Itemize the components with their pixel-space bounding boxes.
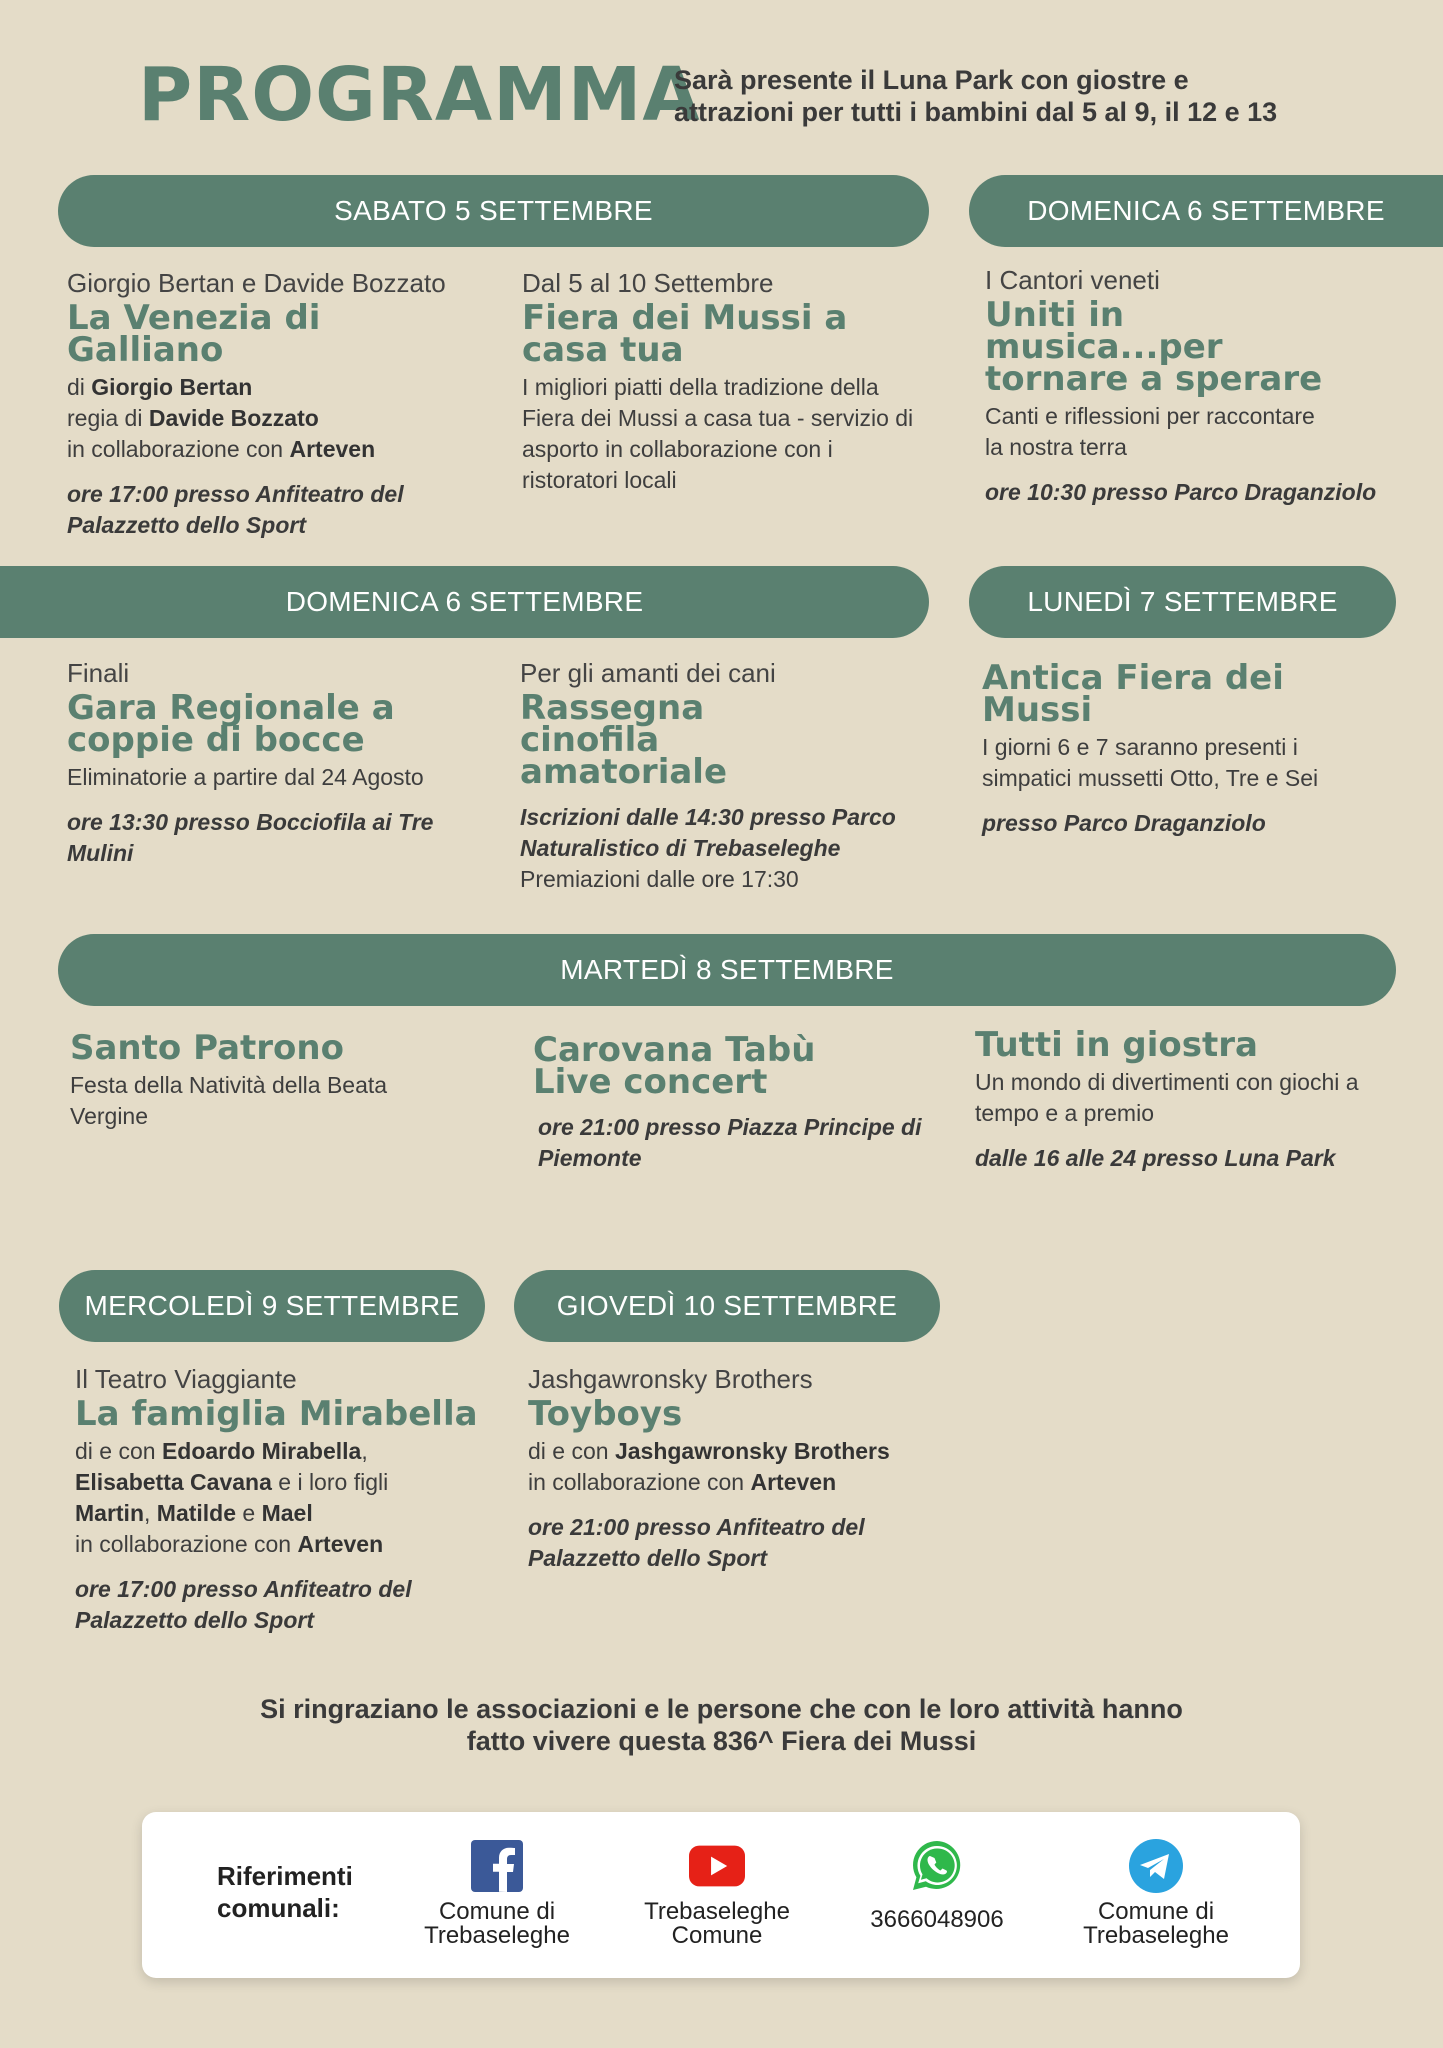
text: in collaborazione con (528, 1469, 751, 1495)
partner-name: Arteven (297, 1531, 384, 1557)
text: e i loro figli (271, 1469, 389, 1495)
event-credit-line (67, 434, 487, 465)
references-label: Riferimenti comunali: (217, 1861, 353, 1923)
youtube-icon (689, 1838, 745, 1894)
event-pre: Finali (67, 658, 130, 688)
event-pre: Per gli amanti dei cani (520, 658, 776, 688)
day-header-sabato-5: SABATO 5 SETTEMBRE (58, 175, 929, 247)
author-name: Giorgio Bertan (91, 374, 253, 400)
whatsapp-link[interactable] (837, 1838, 1037, 1932)
day-header-giovedi-10: GIOVEDÌ 10 SETTEMBRE (514, 1270, 940, 1342)
day-header-lunedi-7: LUNEDÌ 7 SETTEMBRE (969, 566, 1396, 638)
performer-name: Elisabetta Cavana (75, 1469, 272, 1495)
event-credit-line (67, 403, 487, 434)
performer-name: Martin (75, 1500, 144, 1526)
text: , (144, 1500, 157, 1526)
intro-text: Sarà presente il Luna Park con giostre e attrazioni per tutti i bambini dal 5 al 9, il 12 e 13 (674, 65, 1278, 127)
event-pre: Dal 5 al 10 Settembre (522, 268, 774, 298)
event-title: Fiera dei Mussi a casa tua (522, 298, 848, 370)
event-credit-line (528, 1436, 948, 1467)
event-when: ore 13:30 presso Bocciofila ai Tre Mulini (67, 809, 434, 866)
references-box (142, 1812, 1300, 1978)
day-header-martedi-8: MARTEDÌ 8 SETTEMBRE (58, 934, 1396, 1006)
whatsapp-icon (909, 1838, 965, 1894)
event-description: I giorni 6 e 7 saranno presenti i simpatici mussetti Otto, Tre e Sei (982, 734, 1319, 791)
facebook-link[interactable] (397, 1838, 597, 1948)
event-title: Toyboys (528, 1394, 683, 1434)
facebook-label: Comune di Trebaseleghe (424, 1898, 570, 1949)
event-when: ore 21:00 presso Piazza Principe di Piemonte (538, 1114, 922, 1171)
text: regia di (67, 405, 149, 431)
whatsapp-number: 3666048906 (870, 1906, 1004, 1933)
text: di e con (528, 1438, 615, 1464)
performer-name: Matilde (156, 1500, 237, 1526)
event-santo-patrono (70, 1030, 470, 1132)
event-when: Iscrizioni dalle 14:30 presso Parco Naturalistico di Trebaseleghe (520, 804, 896, 861)
event-pre: I Cantori veneti (985, 265, 1160, 295)
event-tutti-in-giostra (975, 1027, 1395, 1174)
partner-name: Arteven (289, 436, 376, 462)
event-when: ore 17:00 presso Anfiteatro del Palazzetto dello Sport (67, 481, 404, 538)
event-title: Rassegna cinofila amatoriale (520, 688, 728, 792)
event-credit-line (75, 1467, 495, 1498)
text: , (361, 1438, 368, 1464)
text: in collaborazione con (67, 436, 290, 462)
text: di (67, 374, 92, 400)
event-bocce (67, 656, 487, 869)
event-pre: Giorgio Bertan e Davide Bozzato (67, 268, 446, 298)
telegram-icon (1128, 1838, 1184, 1894)
event-when: ore 21:00 presso Anfiteatro del Palazzetto dello Sport (528, 1514, 865, 1571)
event-fiera-casa (522, 266, 922, 496)
day-header-mercoledi-9: MERCOLEDÌ 9 SETTEMBRE (59, 1270, 485, 1342)
event-title: Antica Fiera dei Mussi (982, 658, 1284, 730)
event-carovana (533, 1032, 933, 1174)
event-cinofila (520, 656, 920, 895)
event-venezia (67, 266, 487, 541)
event-description: Canti e riflessioni per raccontare la nostra terra (985, 403, 1315, 460)
event-when: ore 10:30 presso Parco Draganziolo (985, 479, 1377, 505)
performer-name: Edoardo Mirabella (161, 1438, 362, 1464)
event-pre: Jashgawronsky Brothers (528, 1364, 813, 1394)
event-when: presso Parco Draganziolo (982, 810, 1266, 836)
event-title: Tutti in giostra (975, 1025, 1258, 1065)
event-cantori (985, 263, 1405, 508)
event-description: I migliori piatti della tradizione della Fiera dei Mussi a casa tua - servizio di asporto in collaborazione con i ristoratori locali (522, 374, 914, 493)
event-title: Carovana Tabù Live concert (533, 1030, 816, 1102)
event-credit-line (75, 1529, 495, 1560)
page-title: PROGRAMMA (138, 52, 701, 138)
event-title: Uniti in musica...per tornare a sperare (985, 295, 1323, 399)
partner-name: Arteven (750, 1469, 837, 1495)
telegram-link[interactable] (1056, 1838, 1256, 1948)
event-title: Gara Regionale a coppie di bocce (67, 688, 395, 760)
event-description: Premiazioni dalle ore 17:30 (520, 866, 799, 892)
day-header-domenica-6-a: DOMENICA 6 SETTEMBRE (969, 175, 1443, 247)
youtube-link[interactable] (617, 1838, 817, 1948)
event-when: dalle 16 alle 24 presso Luna Park (975, 1145, 1336, 1171)
event-mirabella (75, 1362, 495, 1636)
day-header-domenica-6-b: DOMENICA 6 SETTEMBRE (0, 566, 929, 638)
event-when: ore 17:00 presso Anfiteatro del Palazzetto dello Sport (75, 1576, 412, 1633)
telegram-label: Comune di Trebaseleghe (1083, 1898, 1229, 1949)
event-pre: Il Teatro Viaggiante (75, 1364, 297, 1394)
event-credit-line (75, 1436, 495, 1467)
event-title: Santo Patrono (70, 1028, 344, 1068)
event-credit-line (67, 372, 487, 403)
event-description: Festa della Natività della Beata Vergine (70, 1072, 388, 1129)
event-title: La Venezia di Galliano (67, 298, 321, 370)
event-credit-line (75, 1498, 495, 1529)
facebook-icon (469, 1838, 525, 1894)
event-title: La famiglia Mirabella (75, 1394, 478, 1434)
text: in collaborazione con (75, 1531, 298, 1557)
thanks-text: Si ringraziano le associazioni e le persone che con le loro attività hanno fatto vivere questa 836^ Fiera dei Mussi (260, 1694, 1183, 1756)
text: di e con (75, 1438, 162, 1464)
event-toyboys (528, 1362, 948, 1574)
text: e (236, 1500, 262, 1526)
youtube-label: Trebaseleghe Comune (644, 1898, 790, 1949)
performer-name: Mael (261, 1500, 313, 1526)
performer-name: Jashgawronsky Brothers (614, 1438, 890, 1464)
event-antica-fiera (982, 660, 1382, 839)
director-name: Davide Bozzato (148, 405, 319, 431)
event-description: Eliminatorie a partire dal 24 Agosto (67, 764, 424, 790)
event-description: Un mondo di divertimenti con giochi a tempo e a premio (975, 1069, 1359, 1126)
event-credit-line (528, 1467, 948, 1498)
